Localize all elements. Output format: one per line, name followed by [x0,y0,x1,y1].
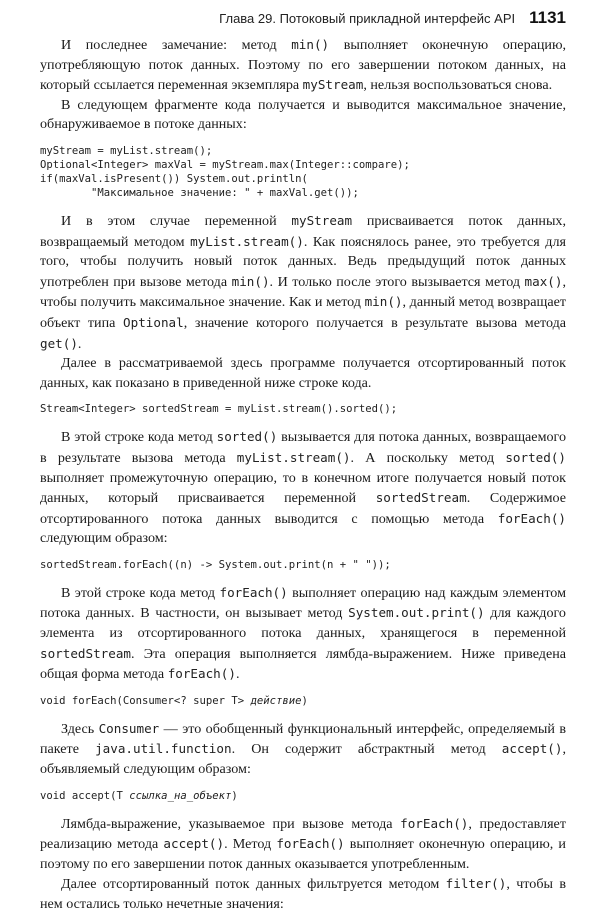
paragraph-7: Здесь Consumer — это обобщенный функциональный интерфейс, определяемый в пакете java.util.function. Он содержит абстрактный метод accept(), объявляемый следующим образом: [40,720,566,778]
inline-code: min() [364,294,403,310]
page-number: 1131 [529,8,566,27]
inline-code: myList.stream() [236,449,351,465]
inline-code: accept() [501,741,563,757]
inline-code: java.util.function [95,741,232,757]
code-block-1 [40,144,566,200]
paragraph-2: В следующем фрагменте кода получается и выводится максимальное значение, обнаруживаемое в потоке данных: [40,96,566,133]
inline-code: min() [231,273,270,289]
inline-code: accept() [163,836,225,852]
inline-code: forEach() [167,666,236,682]
code-placeholder: ссылка_на_объект [129,789,232,802]
inline-code: myStream [302,77,364,93]
paragraph-3: И в этом случае переменной myStream присваивается поток данных, возвращаемый методом myList.stream(). Как пояснялось ранее, это требуется для того, чтобы получить новый поток данных. Ведь предыдущий поток данных употреблен при вызове метода min(). И только после этого вызывается метод max(), чтобы получить максимальное значение. Как и метод min(), данный метод возвращает объект типа Optional, значение которого получается в результате вызова метода get(). [40,212,567,352]
paragraph-5: В этой строке кода метод sorted() вызывается для потока данных, возвращаемого в результате вызова метода myList.stream(). А поскольку метод sorted() выполняет промежуточную операцию, то в конечном итоге получается новый поток данных, который присваивается переменной sortedStream. Содержимое отсортированного потока данных выводится с помощью метода forEach() следующим образом: [40,429,567,547]
code-line: "Максимальное значение: " + maxVal.get()); [40,186,359,199]
inline-code: Consumer [98,720,160,736]
inline-code: forEach() [276,836,345,852]
paragraph-6: В этой строке кода метод forEach() выполняет операцию над каждым элементом потока данных. В частности, он вызывает метод System.out.print() для каждого элемента из отсортированного потока данных, хранящегося в переменной sortedStream. Эта операция выполняется лямбда-выражением. Ниже приведена общая форма метода forEach(). [40,584,566,683]
inline-code: sortedStream [375,490,467,506]
running-header [40,0,566,26]
inline-code: sortedStream [40,645,131,661]
code-line: Optional<Integer> maxVal = myStream.max(Integer::compare); [40,158,410,171]
paragraph-9: Далее отсортированный поток данных фильтруется методом filter(), чтобы в нем остались только нечетные значения: [40,876,566,912]
code-block-2: Stream<Integer> sortedStream = myList.stream().sorted(); [40,403,398,416]
paragraph-4: Далее в рассматриваемой здесь программе получается отсортированный поток данных, как показано в приведенной ниже строке кода. [40,355,566,391]
code-line: if(maxVal.isPresent()) System.out.println( [40,172,308,185]
inline-code: myList.stream() [190,233,304,249]
chapter-title: Глава 29. Потоковый прикладной интерфейс API [219,11,516,26]
code-placeholder: действие [250,694,302,707]
inline-code: forEach() [219,584,288,600]
inline-code: forEach() [400,815,469,831]
inline-code: System.out.print() [348,605,485,621]
inline-code: Optional [123,314,184,330]
code-line: myStream = myList.stream(); [40,144,213,157]
code-block-3: sortedStream.forEach((n) -> System.out.print(n + " ")); [40,558,391,571]
inline-code: min() [291,37,330,52]
inline-code: filter() [445,876,507,892]
paragraph-8: Лямбда-выражение, указываемое при вызове метода forEach(), предоставляет реализацию метода accept(). Метод forEach() выполняет оконечную операцию, и поэтому по его завершении поток данных оказывается употребленным. [40,815,566,872]
paragraph-1: И последнее замечание: метод min() выполняет оконечную операцию, употребляющую поток данных. Поэтому по его завершении потоком данных, на который ссылается переменная экземпляра myStream, нельзя воспользоваться снова. [40,37,567,94]
inline-code: sorted() [216,429,278,445]
inline-code: forEach() [497,510,566,526]
inline-code: myStream [291,212,353,228]
inline-code: get() [40,335,78,351]
code-block-5: void accept(T ссылка_на_объект) [40,789,238,802]
inline-code: max() [524,273,563,289]
inline-code: sorted() [505,449,566,465]
code-block-4: void forEach(Consumer<? super T> действие) [40,694,308,707]
